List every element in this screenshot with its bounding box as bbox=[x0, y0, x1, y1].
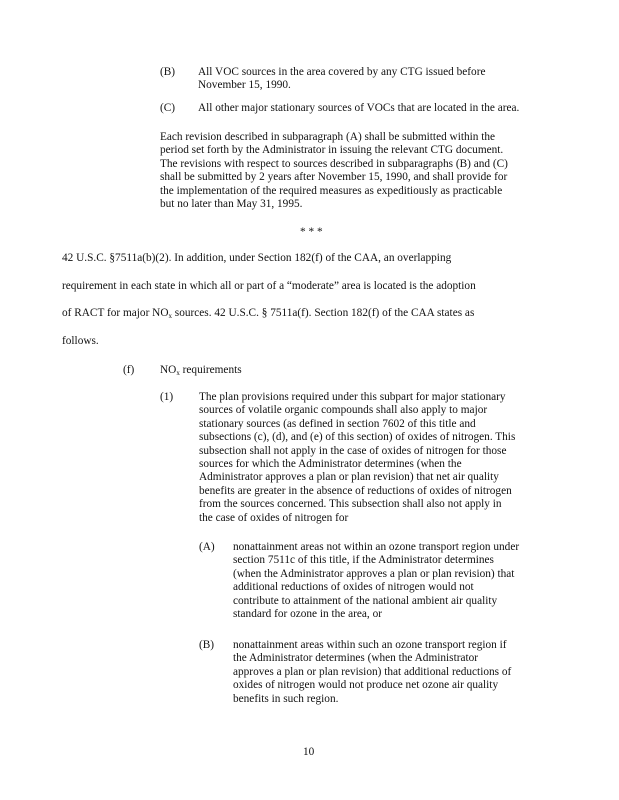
body-line-1: 42 U.S.C. §7511a(b)(2). In addition, under Section 182(f) of the CAA, an overlapping bbox=[62, 252, 452, 264]
text-line: benefits are greater in the absence of reductions of oxides of nitrogen bbox=[199, 484, 512, 497]
text-line: sources for which the Administrator determines (when the bbox=[199, 458, 462, 471]
text-line: contribute to attainment of the national ambient air quality bbox=[233, 594, 498, 607]
item-c-label: (C) bbox=[160, 102, 176, 114]
text-line: period set forth by the Administrator in issuing the relevant CTG document. bbox=[160, 144, 504, 157]
item-b-text bbox=[198, 66, 485, 93]
item-c-text bbox=[198, 102, 519, 115]
text-line: The plan provisions required under this subpart for major stationary bbox=[199, 391, 506, 403]
text-line: sources of volatile organic compounds shall also apply to major bbox=[199, 404, 488, 417]
section-f-heading-prefix: NO bbox=[160, 364, 177, 376]
text-line: November 15, 1990. bbox=[198, 79, 291, 92]
sub-1-label: (1) bbox=[160, 391, 174, 403]
text-line: the Administrator determines (when the Administrator bbox=[233, 652, 479, 665]
text-line: Each revision described in subparagraph (A) shall be submitted within the bbox=[160, 131, 496, 143]
text-line: oxides of nitrogen would not produce net ozone air quality bbox=[233, 679, 499, 692]
sub-a-label: (A) bbox=[199, 541, 215, 553]
quote-paragraph bbox=[160, 131, 508, 211]
text-line: subsection shall not apply in the case of oxides of nitrogen for those bbox=[199, 444, 507, 457]
page-number: 10 bbox=[303, 746, 315, 758]
text-line: stationary sources (as defined in section 7602 of this title and bbox=[199, 417, 476, 430]
text-line: The revisions with respect to sources described in subparagraphs (B) and (C) bbox=[160, 157, 508, 170]
section-f-heading bbox=[160, 364, 242, 380]
sub-b-text bbox=[233, 639, 511, 706]
sub-b-label: (B) bbox=[199, 639, 215, 651]
text-line: section 7511c of this title, if the Administrator determines bbox=[233, 554, 494, 567]
body-line-3-prefix: of RACT for major NO bbox=[62, 307, 169, 319]
text-line: additional reductions of oxides of nitrogen would not bbox=[233, 581, 474, 594]
body-line-3-suffix: sources. 42 U.S.C. § 7511a(f). Section 182(f) of the CAA states as bbox=[171, 307, 475, 319]
text-line: the implementation of the required measures as expeditiously as practicable bbox=[160, 184, 503, 197]
body-line-3-sub: x bbox=[168, 312, 172, 320]
text-line: All other major stationary sources of VOCs that are located in the area. bbox=[198, 102, 520, 114]
item-b-label: (B) bbox=[160, 66, 176, 78]
section-f-heading-suffix: requirements bbox=[179, 364, 242, 376]
text-line: nonattainment areas not within an ozone transport region under bbox=[233, 541, 520, 553]
text-line: benefits in such region. bbox=[233, 692, 339, 705]
text-line: Administrator approves a plan or plan revision) that net air quality bbox=[199, 471, 499, 484]
ellipsis: * * * bbox=[300, 226, 323, 238]
body-line-2: requirement in each state in which all or part of a “moderate” area is located is the adoption bbox=[62, 280, 476, 292]
text-line: standard for ozone in the area, or bbox=[233, 608, 382, 621]
sub-1-text bbox=[199, 391, 515, 525]
text-line: the case of oxides of nitrogen for bbox=[199, 511, 349, 524]
body-line-4: follows. bbox=[62, 335, 99, 347]
text-line: (when the Administrator approves a plan or plan revision) that bbox=[233, 567, 515, 580]
text-line: but no later than May 31, 1995. bbox=[160, 198, 303, 211]
text-line: shall be submitted by 2 years after November 15, 1990, and shall provide for bbox=[160, 171, 508, 184]
text-line: subsections (c), (d), and (e) of this section) of oxides of nitrogen. This bbox=[199, 431, 516, 444]
text-line: approves a plan or plan revision) that additional reductions of bbox=[233, 665, 512, 678]
section-f-heading-sub: x bbox=[176, 369, 180, 377]
text-line: from the sources concerned. This subsection shall also not apply in bbox=[199, 498, 502, 511]
body-line-3 bbox=[62, 307, 474, 320]
sub-a-text bbox=[233, 541, 519, 621]
text-line: All VOC sources in the area covered by any CTG issued before bbox=[198, 66, 486, 78]
text-line: nonattainment areas within such an ozone transport region if bbox=[233, 639, 507, 651]
section-f-label: (f) bbox=[123, 364, 135, 376]
